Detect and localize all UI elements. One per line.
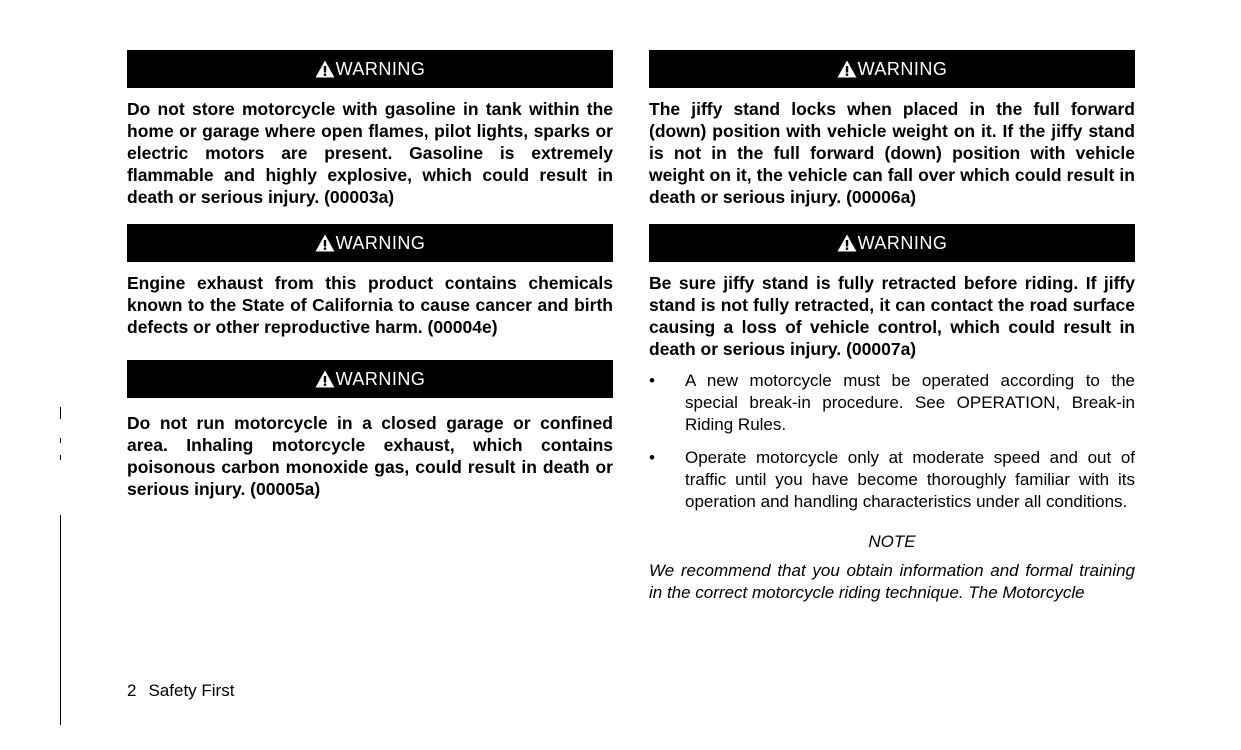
bullet-text: A new motorcycle must be operated according to the special break-in procedure. See OPERATION, Break-in Riding Rules.	[685, 371, 1135, 434]
warning-text: Be sure jiffy stand is fully retracted before riding. If jiffy stand is not fully retracted, it can contact the road surface causing a loss of vehicle control, which could result in death or serious injury. (00007a)	[649, 273, 1135, 359]
warning-text: Do not store motorcycle with gasoline in tank within the home or garage where open flames, pilot lights, sparks or electric motors are present. Gasoline is extremely flammable and highly explosive, which could result in death or serious injury. (00003a)	[127, 99, 613, 207]
warning-triangle-icon	[315, 370, 335, 388]
warning-text: Engine exhaust from this product contains chemicals known to the State of California to cause cancer and birth defects or other reproductive harm. (00004e)	[127, 273, 613, 337]
warning-banner	[649, 224, 1135, 262]
binding-mark	[60, 438, 61, 443]
warning-label: WARNING	[335, 368, 426, 389]
section-title: Safety First	[148, 681, 235, 700]
warning-label: WARNING	[857, 232, 948, 253]
warning-triangle-icon	[315, 234, 335, 252]
binding-mark	[60, 407, 61, 419]
warning-banner	[127, 360, 613, 398]
warning-triangle-icon	[315, 60, 335, 78]
page-footer	[127, 681, 234, 701]
note-heading: NOTE	[868, 532, 916, 551]
bullet-list	[649, 370, 1135, 513]
warning-text: Do not run motorcycle in a closed garage or confined area. Inhaling motorcycle exhaust, which contains poisonous carbon monoxide gas, could result in death or serious injury. (00005a)	[127, 413, 613, 499]
left-column	[127, 50, 613, 500]
right-column	[649, 50, 1135, 604]
warning-triangle-icon	[837, 234, 857, 252]
binding-line	[60, 515, 61, 725]
warning-triangle-icon	[837, 60, 857, 78]
warning-label: WARNING	[335, 58, 426, 79]
list-item	[649, 447, 1135, 513]
note-text: We recommend that you obtain information and formal training in the correct motorcycle riding technique. The Motorcycle	[649, 561, 1135, 602]
list-item	[649, 370, 1135, 436]
bullet-icon: •	[649, 371, 655, 390]
warning-label: WARNING	[857, 58, 948, 79]
warning-banner	[127, 50, 613, 88]
warning-label: WARNING	[335, 232, 426, 253]
bullet-icon: •	[649, 448, 655, 467]
warning-banner	[649, 50, 1135, 88]
bullet-text: Operate motorcycle only at moderate speed and out of traffic until you have become thoroughly familiar with its operation and handling characteristics under all conditions.	[685, 448, 1135, 511]
warning-text: The jiffy stand locks when placed in the full forward (down) position with vehicle weight on it. If the jiffy stand is not in the full forward (down) position with vehicle weight on it, the vehicle can fall over which could result in death or serious injury. (00006a)	[649, 99, 1135, 207]
warning-banner	[127, 224, 613, 262]
page-number: 2	[127, 681, 137, 700]
binding-mark	[60, 455, 61, 460]
